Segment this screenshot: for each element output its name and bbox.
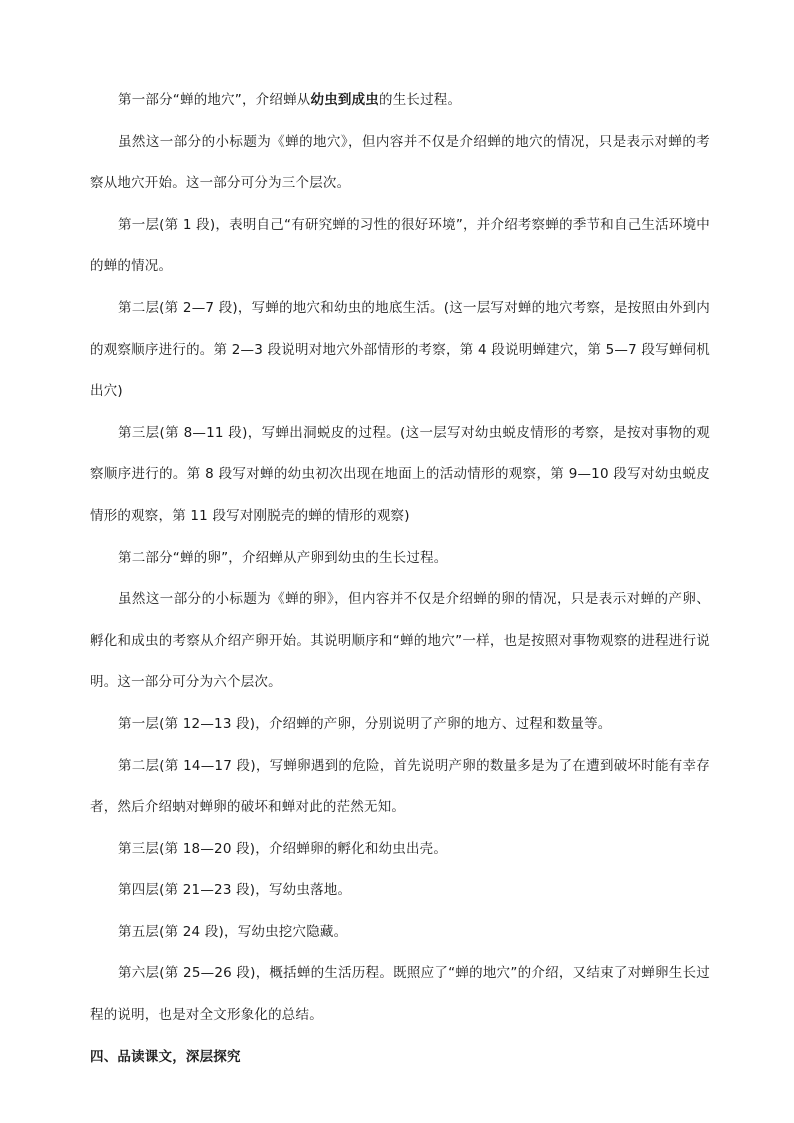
- paragraph: 第一层(第 12—13 段)，介绍蝉的产卵，分别说明了产卵的地方、过程和数量等。: [118, 715, 612, 732]
- paragraph-part1-intro: [90, 80, 710, 122]
- paragraph: 第一层(第 1 段)，表明自己“有研究蝉的习性的很好环境”，并介绍考察蝉的季节和自己生活环境中的蝉的情况。: [90, 216, 710, 275]
- paragraph: 第二层(第 2—7 段)，写蝉的地穴和幼虫的地底生活。(这一层写对蝉的地穴考察，是按照由外到内的观察顺序进行的。第 2—3 段说明对地穴外部情形的考察，第 4 段说明蝉建穴，第 5—7 段写蝉伺机出穴): [90, 299, 710, 400]
- paragraph: 虽然这一部分的小标题为《蝉的卵》，但内容并不仅是介绍蝉的卵的情况，只是表示对蝉的产卵、孵化和成虫的考察从介绍产卵开始。其说明顺序和“蝉的地穴”一样，也是按照对事物观察的进程进行说明。这一部分可分为六个层次。: [90, 591, 710, 691]
- paragraph: 第三层(第 8—11 段)，写蝉出洞蜕皮的过程。(这一层写对幼虫蜕皮情形的考察，是按对事物的观察顺序进行的。第 8 段写对蝉的幼虫初次出现在地面上的活动情形的观察，第 9—10 段写对幼虫蜕皮情形的观察，第 11 段写对刚脱壳的蝉的情形的观察): [90, 424, 710, 524]
- paragraph-text: 的生长过程。: [379, 92, 462, 108]
- paragraph: 第四层(第 21—23 段)，写幼虫落地。: [118, 882, 352, 899]
- paragraph: 虽然这一部分的小标题为《蝉的地穴》，但内容并不仅是介绍蝉的地穴的情况，只是表示对蝉的考察从地穴开始。这一部分可分为三个层次。: [90, 133, 710, 192]
- paragraph: 第五层(第 24 段)，写幼虫挖穴隐藏。: [118, 923, 348, 940]
- document-body: [90, 80, 710, 1078]
- paragraph: 第二层(第 14—17 段)，写蝉卵遇到的危险，首先说明产卵的数量多是为了在遭到破坏时能有幸存者，然后介绍蚋对蝉卵的破坏和蝉对此的茫然无知。: [90, 757, 710, 816]
- bold-phrase: 幼虫到成虫: [310, 92, 379, 108]
- paragraph-text: 第一部分“蝉的地穴”，介绍蝉从: [118, 92, 311, 108]
- paragraph: 第六层(第 25—26 段)，概括蝉的生活历程。既照应了“蝉的地穴”的介绍，又结束了对蝉卵生长过程的说明，也是对全文形象化的总结。: [90, 965, 710, 1024]
- paragraph: 第三层(第 18—20 段)，介绍蝉卵的孵化和幼虫出壳。: [118, 840, 448, 857]
- paragraph: 第二部分“蝉的卵”，介绍蝉从产卵到幼虫的生长过程。: [118, 549, 448, 566]
- section-heading: 四、品读课文，深层探究: [90, 1048, 241, 1065]
